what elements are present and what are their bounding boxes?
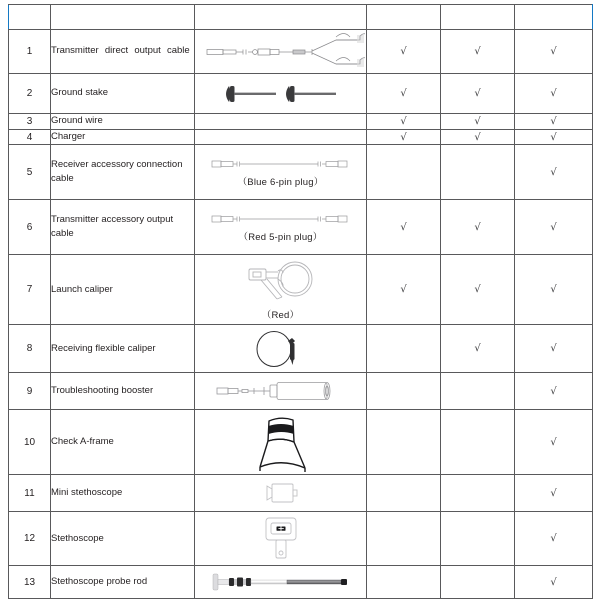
check-mark: √ [550,115,557,127]
table-row [9,129,593,145]
table-row [9,145,593,200]
table-header [9,5,593,30]
support-zxpd3001 [441,566,515,599]
mini-stethoscope-icon [258,480,304,506]
row-name [51,145,195,200]
table-row [9,410,593,475]
check-mark: √ [550,533,557,545]
support-zxpd3001 [441,30,515,74]
check-mark: √ [550,46,557,57]
support-zxpd3002 [515,255,593,325]
row-name [51,74,195,114]
support-zxpd3000 [367,129,441,145]
table-header-row [9,5,593,30]
support-zxpd3000 [367,200,441,255]
column-header-name: Name [51,5,195,30]
row-name-text: Stethoscope probe rod [51,576,148,588]
row-name-text: Ground wire [51,115,103,126]
row-name-text: Launch caliper [51,283,113,295]
check-mark: √ [474,131,481,143]
check-mark: √ [474,115,481,127]
drawing-caption: （Red 5-pin plug） [238,232,323,244]
support-zxpd3002 [515,200,593,255]
row-no: 13 [9,566,51,599]
row-name [51,512,195,566]
table-body [9,30,593,599]
table-row [9,373,593,410]
table-row [9,114,593,130]
row-drawing [195,475,367,512]
support-zxpd3001 [441,200,515,255]
row-drawing [195,325,367,373]
column-header-zxpd3002: ZXPD3002 [515,5,593,30]
row-name [51,30,195,74]
column-header-zxpd3000: ZXPD3000 [367,5,441,30]
row-no: 10 [9,410,51,475]
support-zxpd3002 [515,145,593,200]
row-drawing [195,129,367,145]
support-zxpd3002 [515,512,593,566]
check-mark: √ [474,284,481,296]
row-name [51,325,195,373]
support-zxpd3001 [441,74,515,114]
support-zxpd3000 [367,475,441,512]
support-zxpd3000 [367,145,441,200]
row-name-text: Ground stake [51,87,109,99]
row-name [51,129,195,145]
probe-rod-icon [207,571,355,593]
check-mark: √ [550,166,557,178]
support-zxpd3001 [441,129,515,145]
row-drawing [195,373,367,410]
table-row [9,74,593,114]
check-mark: √ [400,221,407,233]
support-zxpd3000 [367,255,441,325]
support-zxpd3001 [441,475,515,512]
check-mark: √ [400,46,407,57]
check-mark: √ [550,284,557,296]
row-drawing [195,200,367,255]
support-zxpd3001 [441,145,515,200]
support-zxpd3002 [515,373,593,410]
check-mark: √ [474,343,481,355]
table-row [9,30,593,74]
split-clamp-cable-icon [197,32,365,72]
check-mark: √ [400,284,407,296]
row-name [51,566,195,599]
row-drawing [195,255,367,325]
row-no: 2 [9,74,51,114]
check-mark: √ [474,221,481,233]
row-no: 5 [9,145,51,200]
support-zxpd3000 [367,114,441,130]
a-frame-icon [238,412,324,472]
support-zxpd3000 [367,512,441,566]
row-name-text: Transmitter accessory output cable [51,213,174,240]
check-mark: √ [550,385,557,397]
support-zxpd3002 [515,566,593,599]
row-no: 8 [9,325,51,373]
row-name [51,200,195,255]
support-zxpd3002 [515,129,593,145]
row-drawing [195,74,367,114]
table-row [9,325,593,373]
support-zxpd3000 [367,373,441,410]
check-mark: √ [550,221,557,233]
check-mark: √ [550,576,557,588]
support-zxpd3000 [367,566,441,599]
support-zxpd3002 [515,30,593,74]
check-mark: √ [550,88,557,99]
support-zxpd3001 [441,373,515,410]
row-drawing [195,566,367,599]
check-mark: √ [400,131,407,143]
row-name [51,410,195,475]
drawing-caption: （Red） [261,309,300,321]
support-zxpd3002 [515,74,593,114]
row-name [51,255,195,325]
row-no: 6 [9,200,51,255]
check-mark: √ [550,487,557,499]
column-header-zxpd3001: ZXPD3001 [441,5,515,30]
row-drawing [195,30,367,74]
check-mark: √ [550,343,557,355]
table-row [9,200,593,255]
flexible-caliper-icon [246,328,316,370]
support-zxpd3001 [441,325,515,373]
column-header-drawing: Drawing And Description [195,5,367,30]
support-zxpd3001 [441,114,515,130]
connector-cable-icon [206,211,356,227]
support-zxpd3002 [515,114,593,130]
support-zxpd3001 [441,512,515,566]
row-no: 1 [9,30,51,74]
row-no: 7 [9,255,51,325]
drawing-caption: （Blue 6-pin plug） [237,177,324,189]
row-name [51,114,195,130]
row-drawing [195,114,367,130]
support-zxpd3000 [367,30,441,74]
row-name-text: Charger [51,130,86,142]
check-mark: √ [400,88,407,99]
support-zxpd3002 [515,475,593,512]
row-name-text: Mini stethoscope [51,487,123,499]
row-drawing [195,512,367,566]
ground-stake-icon [197,78,365,110]
check-mark: √ [550,436,557,448]
row-no: 11 [9,475,51,512]
support-zxpd3002 [515,410,593,475]
check-mark: √ [474,46,481,57]
support-zxpd3002 [515,325,593,373]
support-zxpd3000 [367,325,441,373]
row-name-text: Check A-frame [51,436,114,448]
check-mark: √ [550,131,557,143]
row-name-text: Troubleshooting booster [51,385,154,397]
row-no: 12 [9,512,51,566]
row-drawing [195,145,367,200]
accessory-comparison-table [8,4,593,599]
support-zxpd3001 [441,255,515,325]
row-no: 3 [9,114,51,130]
row-name-text: Transmitter direct output cable [51,45,190,57]
booster-cylinder-icon [211,378,351,404]
support-zxpd3001 [441,410,515,475]
check-mark: √ [400,115,407,127]
row-drawing [195,410,367,475]
row-name [51,475,195,512]
row-name-text: Receiving flexible caliper [51,342,156,354]
support-zxpd3000 [367,74,441,114]
table-row [9,475,593,512]
clamp-caliper-icon [233,259,329,305]
connector-cable-icon [206,156,356,172]
row-no: 9 [9,373,51,410]
check-mark: √ [474,88,481,99]
table-row [9,255,593,325]
row-no: 4 [9,129,51,145]
row-name [51,373,195,410]
row-name-text: Receiver accessory connection cable [51,158,183,185]
stethoscope-icon [252,514,310,564]
table-row [9,512,593,566]
column-header-no: NO. [9,5,51,30]
row-name-text: Stethoscope [51,532,104,544]
support-zxpd3000 [367,410,441,475]
table-row [9,566,593,599]
